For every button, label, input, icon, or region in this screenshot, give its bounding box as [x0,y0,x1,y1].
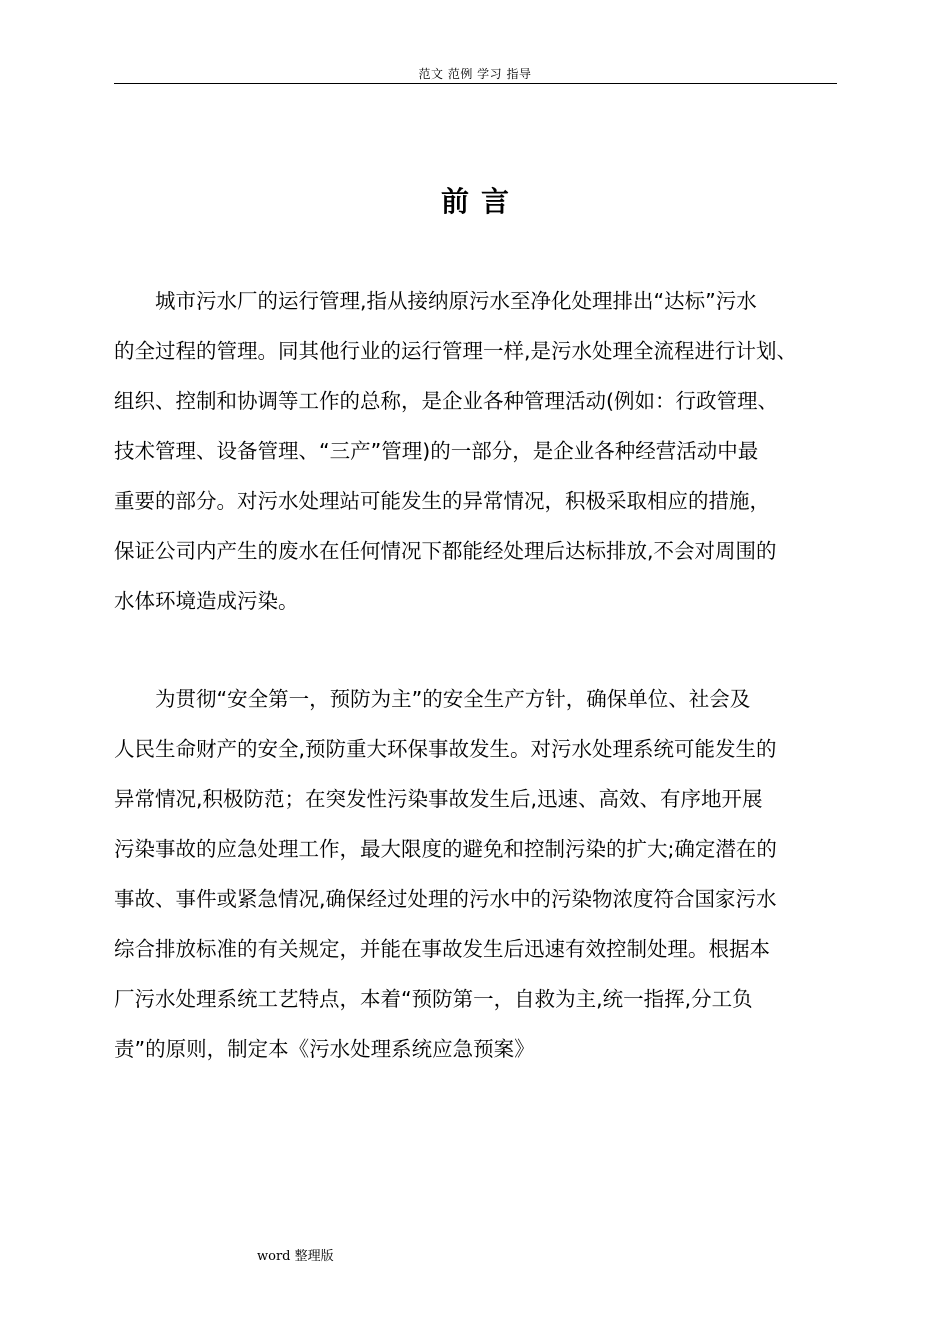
paragraph-line: 水体环境造成污染。 [114,589,299,613]
paragraph-line: 的全过程的管理。同其他行业的运行管理一样,是污水处理全流程进行计划、 [114,339,798,363]
paragraph-line: 为贯彻“安全第一，预防为主”的安全生产方针，确保单位、社会及 [155,687,751,711]
paragraph-line: 事故、事件或紧急情况,确保经过处理的污水中的污染物浓度符合国家污水 [114,887,777,911]
document-title: 前言 [440,185,521,218]
paragraph-line: 责”的原则，制定本《污水处理系统应急预案》 [114,1037,535,1061]
paragraph-line: 技术管理、设备管理、“三产”管理)的一部分，是企业各种经营活动中最 [114,439,759,463]
page-footer: word 整理版 [257,1249,334,1264]
paragraph-2 [114,674,838,1074]
paragraph-line: 保证公司内产生的废水在任何情况下都能经处理后达标排放,不会对周围的 [114,539,777,563]
paragraph-line: 人民生命财产的安全,预防重大环保事故发生。对污水处理系统可能发生的 [114,737,777,761]
paragraph-1 [114,276,838,626]
header-divider [114,83,837,84]
paragraph-line: 污染事故的应急处理工作，最大限度的避免和控制污染的扩大;确定潜在的 [114,837,777,861]
paragraph-line: 综合排放标准的有关规定，并能在事故发生后迅速有效控制处理。根据本 [114,937,770,961]
paragraph-line: 异常情况,积极防范；在突发性污染事故发生后,迅速、高效、有序地开展 [114,787,763,811]
paragraph-line: 城市污水厂的运行管理,指从接纳原污水至净化处理排出“达标”污水 [155,289,757,313]
page-header: 范文 范例 学习 指导 [418,67,532,81]
paragraph-line: 重要的部分。对污水处理站可能发生的异常情况，积极采取相应的措施， [114,489,770,513]
paragraph-line: 组织、控制和协调等工作的总称，是企业各种管理活动(例如：行政管理、 [114,389,778,413]
paragraph-line: 厂污水处理系统工艺特点，本着“预防第一，自救为主,统一指挥,分工负 [114,987,753,1011]
